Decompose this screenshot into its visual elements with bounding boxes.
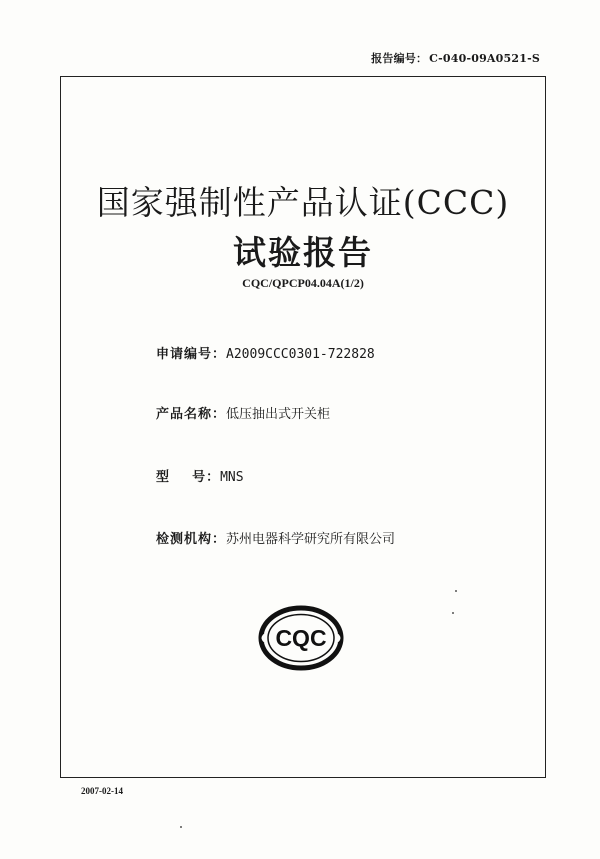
report-number-value: C-040-09A0521-S: [429, 52, 540, 65]
report-title: 国家强制性产品认证(CCC): [96, 183, 510, 222]
product-name-field: [156, 403, 330, 422]
application-number-value: A2009CCC0301-722828: [226, 347, 375, 362]
scan-speck: [452, 612, 454, 614]
cqc-logo-text: CQC: [275, 625, 327, 651]
application-number-field: [156, 343, 375, 362]
form-code: CQC/QPCP04.04A(1/2): [242, 276, 364, 290]
product-name-label: 产品名称：: [156, 407, 227, 422]
model-field: [156, 466, 244, 485]
report-number: [371, 50, 540, 66]
cqc-logo-icon: [256, 603, 346, 673]
testing-organization-value: 苏州电器科学研究所有限公司: [226, 532, 396, 547]
report-number-label: 报告编号：: [371, 52, 428, 65]
testing-organization-field: [156, 528, 395, 547]
footer-date: 2007-02-14: [81, 786, 123, 796]
application-number-label: 申请编号：: [156, 347, 227, 362]
model-label: 型 号：: [156, 470, 221, 485]
scan-speck: [180, 826, 182, 828]
scan-speck: [455, 590, 457, 592]
report-frame: [60, 76, 546, 778]
product-name-value: 低压抽出式开关柜: [226, 407, 331, 422]
report-subtitle: 试验报告: [233, 233, 373, 272]
testing-organization-label: 检测机构：: [156, 532, 227, 547]
model-value: MNS: [220, 470, 244, 485]
